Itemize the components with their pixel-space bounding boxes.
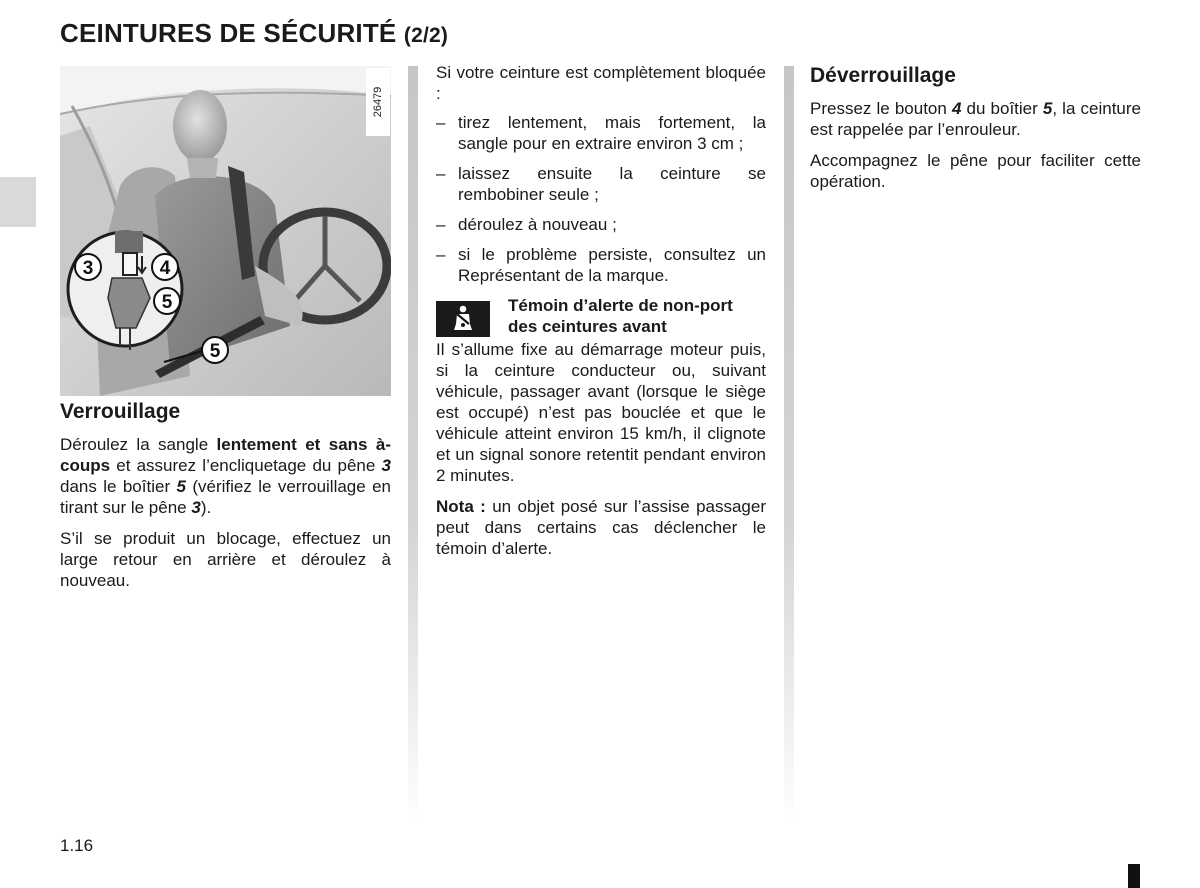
list-item: – laissez ensuite la ceinture se rembobiner seule ; <box>436 163 766 205</box>
text-run: ). <box>200 498 212 517</box>
text-run: dans le boîtier <box>60 477 177 496</box>
seatbelt-warning-icon <box>436 301 490 337</box>
note-label: Nota : <box>436 497 486 516</box>
warning-text: Il s’allume fixe au démarrage moteur puis, si la ceinture conducteur ou, suivant véhicule, passager avant (lorsque le siège est occupé) n’est pas bouclée et que le véhicule atteint environ 15 km/h, il clignote et un signal sonore retentit pendant environ 2 minutes. <box>436 340 766 485</box>
list-item: – tirez lentement, mais fortement, la sangle pour en extraire environ 3 cm ; <box>436 112 766 154</box>
figure-number <box>366 68 390 136</box>
seatbelt-warning-block <box>436 295 766 337</box>
ref-number: 3 <box>191 498 201 517</box>
page-title <box>60 18 448 49</box>
callout-4-label: 4 <box>159 258 171 279</box>
column-left <box>60 398 391 601</box>
blocked-intro: Si votre ceinture est complètement bloquée : <box>436 63 766 103</box>
callout-3 <box>75 254 101 280</box>
list-item: – si le problème persiste, consultez un Représentant de la marque. <box>436 244 766 286</box>
page-title-suffix: (2/2) <box>403 24 449 47</box>
column-divider-left <box>408 66 418 826</box>
seatbelt-illustration <box>60 66 391 396</box>
ref-number: 3 <box>381 456 391 475</box>
ref-number: 5 <box>1042 99 1053 118</box>
heading-deverrouillage: Déverrouillage <box>810 64 956 87</box>
callout-5-inset-label: 5 <box>161 292 173 313</box>
column-divider-right <box>784 66 794 826</box>
note-text: un objet posé sur l’assise passager peut dans certains cas déclencher le témoin d’alerte. <box>436 497 767 558</box>
deverrouillage-paragraph-2: Accompagnez le pêne pour faciliter cette opération. <box>810 151 1141 191</box>
chapter-tab <box>0 177 36 227</box>
text-run: (vérifiez le verrouillage en tirant sur le pêne <box>60 477 391 517</box>
deverrouillage-paragraph-1 <box>810 98 1141 140</box>
verrouillage-paragraph-2: S’il se produit un blocage, effectuez un large retour en arrière et déroulez à nouveau. <box>60 529 391 590</box>
column-right <box>810 62 1141 202</box>
text-run: et assurez l’encliquetage du pêne <box>110 456 382 475</box>
text-run: du boîtier <box>961 99 1043 118</box>
seatbelt-drawing <box>60 66 391 396</box>
callout-4 <box>152 254 178 280</box>
warning-title: Témoin d’alerte de non-port des ceintures avant <box>508 296 733 336</box>
figure-number-text: 26479 <box>372 86 384 118</box>
callout-5-main-label: 5 <box>209 341 221 362</box>
heading-verrouillage: Verrouillage <box>60 400 181 423</box>
ref-number: 5 <box>176 477 186 496</box>
text-run: Pressez le bouton <box>810 99 952 118</box>
ref-number: 4 <box>951 99 962 118</box>
blocked-steps <box>436 112 766 286</box>
list-item: – déroulez à nouveau ; <box>436 214 766 235</box>
note-paragraph <box>436 496 766 559</box>
callout-3-label: 3 <box>82 258 94 279</box>
page-edge-marker <box>1128 864 1140 888</box>
page-number: 1.16 <box>60 836 94 855</box>
emphasis: lentement et sans à-coups <box>60 435 391 475</box>
text-run: Déroulez la sangle <box>60 435 217 454</box>
text-run: , la ceinture est rappelée par l’enrouleur. <box>810 99 1141 139</box>
column-middle <box>436 62 766 569</box>
verrouillage-paragraph-1 <box>60 434 391 518</box>
callout-5-inset <box>154 288 180 314</box>
page-title-main: CEINTURES DE SÉCURITÉ <box>60 18 397 48</box>
